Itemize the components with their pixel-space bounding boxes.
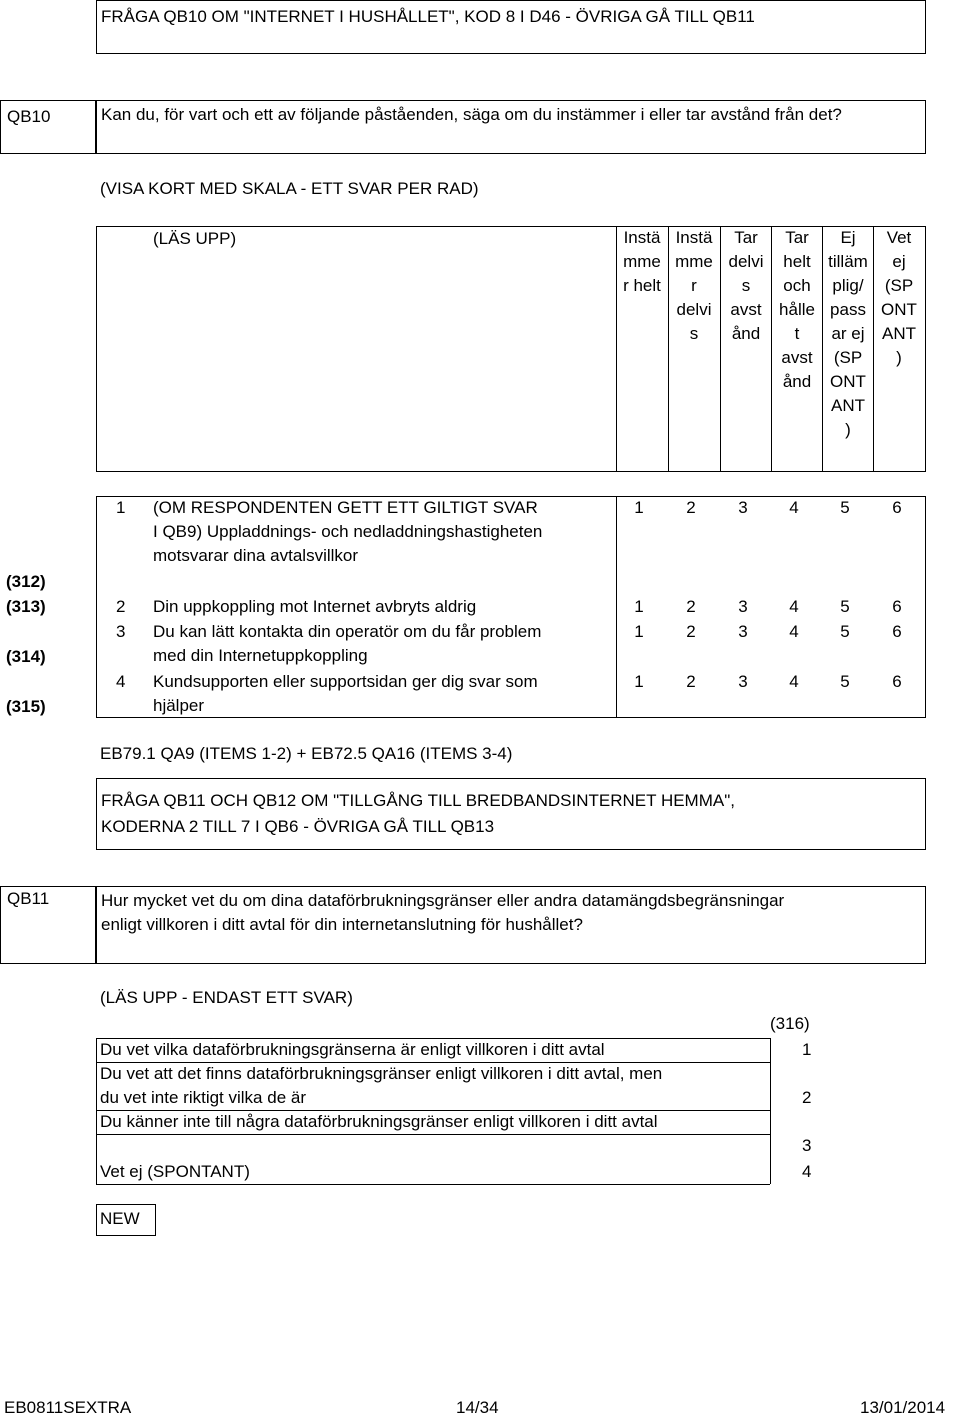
scale-column-header-line: Tar <box>785 228 809 247</box>
answer-option-code: 2 <box>802 1088 812 1107</box>
scale-column-header-line: tilläm <box>828 252 868 271</box>
scale-code: 5 <box>840 498 850 517</box>
scale-column-header-line: ONT <box>881 300 917 319</box>
scale-code: 6 <box>892 622 902 641</box>
scale-column-header-line: s <box>689 324 699 343</box>
question-text: Kan du, för vart och ett av följande påståenden, säga om du instämmer i eller tar avstånd från det? <box>101 105 842 124</box>
scale-column-header-line: hålle <box>779 300 815 319</box>
answer-list-border <box>96 1038 97 1184</box>
variable-code: (314) <box>6 647 46 666</box>
answer-option-code: 4 <box>802 1162 812 1181</box>
item-text: I QB9) Uppladdnings- och nedladdningshastigheten <box>153 522 543 541</box>
scale-column-header-line: helt <box>783 252 811 271</box>
show-card-instruction: (VISA KORT MED SKALA - ETT SVAR PER RAD) <box>100 179 479 198</box>
scale-column-header-line: (SP <box>833 348 863 367</box>
item-number: 1 <box>116 498 126 517</box>
variable-code: (312) <box>6 572 46 591</box>
question-id-box-qb11 <box>0 886 96 964</box>
scale-column-header-line: r <box>691 276 697 295</box>
answer-option-underline <box>96 1134 770 1135</box>
footer-document-id: EB0811SEXTRA <box>4 1398 132 1417</box>
scale-code: 3 <box>738 498 748 517</box>
item-number: 3 <box>116 622 126 641</box>
scale-column-header-line: och <box>783 276 811 295</box>
scale-code: 1 <box>634 672 644 691</box>
scale-column-header-1 <box>617 226 667 298</box>
answer-list-border <box>770 1038 771 1184</box>
read-instruction-qb11: (LÄS UPP - ENDAST ETT SVAR) <box>100 988 353 1007</box>
scale-column-header-line: Vet <box>886 228 912 247</box>
read-label: (LÄS UPP) <box>153 229 237 248</box>
question-text-box <box>96 100 926 154</box>
variable-code: (315) <box>6 697 46 716</box>
scale-column-header-line: mme <box>675 252 713 271</box>
question-text-qb11-line1: Hur mycket vet du om dina dataförbrukningsgränser eller andra datamängdsbegränsningar <box>101 891 785 910</box>
scale-column-header-line: r helt <box>623 276 661 295</box>
new-label-box <box>96 1204 156 1236</box>
scale-column-header-line: pass <box>830 300 866 319</box>
scale-column-header-line: ) <box>896 348 902 367</box>
scale-column-header-line: ar ej <box>831 324 865 343</box>
question-text-box-qb11 <box>96 886 926 964</box>
scale-code: 1 <box>634 597 644 616</box>
scale-column-header-line: Ej <box>840 228 856 247</box>
item-number: 4 <box>116 672 126 691</box>
scale-column-header-line: ANT <box>882 324 916 343</box>
question-id-box <box>0 100 96 154</box>
item-text: med din Internetuppkoppling <box>153 646 368 665</box>
answer-option-code: 3 <box>802 1136 812 1155</box>
variable-code-316: (316) <box>770 1014 810 1033</box>
scale-column-header-line: ANT <box>831 396 865 415</box>
scale-code: 2 <box>686 498 696 517</box>
scale-column-header-line: ej <box>892 252 906 271</box>
item-text: Du kan lätt kontakta din operatör om du får problem <box>153 622 542 641</box>
scale-column-header-3 <box>721 226 771 346</box>
answer-option-text: Vet ej (SPONTANT) <box>100 1162 250 1181</box>
scale-code: 4 <box>789 498 799 517</box>
item-text: Din uppkoppling mot Internet avbryts aldrig <box>153 597 477 616</box>
source-note: EB79.1 QA9 (ITEMS 1-2) + EB72.5 QA16 (ITEMS 3-4) <box>100 744 513 763</box>
scale-code: 1 <box>634 622 644 641</box>
scale-column-header-line: mme <box>623 252 661 271</box>
scale-code: 6 <box>892 597 902 616</box>
footer-page-number: 14/34 <box>456 1398 499 1417</box>
item-text: Kundsupporten eller supportsidan ger dig svar som <box>153 672 538 691</box>
filter-text: FRÅGA QB10 OM "INTERNET I HUSHÅLLET", KOD 8 I D46 - ÖVRIGA GÅ TILL QB11 <box>101 7 755 26</box>
scale-code: 4 <box>789 672 799 691</box>
item-text: hjälper <box>153 696 205 715</box>
question-id: QB10 <box>7 107 51 126</box>
scale-column-header-line: Instä <box>675 228 713 247</box>
filter-box-qb10 <box>96 0 926 54</box>
scale-code: 2 <box>686 672 696 691</box>
scale-column-header-line: delvi <box>728 252 764 271</box>
question-text-qb11-line2: enligt villkoren i ditt avtal för din internetanslutning för hushållet? <box>101 915 583 934</box>
filter-box-qb11 <box>96 778 926 850</box>
answer-option-text: du vet inte riktigt vilka de är <box>100 1088 306 1107</box>
scale-code: 2 <box>686 597 696 616</box>
filter-text-line2: KODERNA 2 TILL 7 I QB6 - ÖVRIGA GÅ TILL QB13 <box>101 817 495 836</box>
scale-code: 2 <box>686 622 696 641</box>
scale-column-header-line: Instä <box>623 228 661 247</box>
answer-option-text: Du vet att det finns dataförbrukningsgränser enligt villkoren i ditt avtal, men <box>100 1064 663 1083</box>
scale-column-header-line: s <box>741 276 751 295</box>
scale-column-header-4 <box>772 226 822 394</box>
scale-column-header-5 <box>823 226 873 442</box>
answer-option-code: 1 <box>802 1040 812 1059</box>
scale-code: 6 <box>892 672 902 691</box>
item-number: 2 <box>116 597 126 616</box>
scale-column-header-line: delvi <box>676 300 712 319</box>
scale-column-header-line: (SP <box>884 276 914 295</box>
scale-code: 3 <box>738 622 748 641</box>
scale-column-header-line: ) <box>845 420 851 439</box>
scale-code: 3 <box>738 597 748 616</box>
scale-column-header-line: Tar <box>734 228 758 247</box>
answer-option-underline <box>96 1184 770 1185</box>
scale-column-header-line: ånd <box>782 372 812 391</box>
scale-code: 4 <box>789 622 799 641</box>
scale-column-header-line: plig/ <box>832 276 864 295</box>
scale-code: 5 <box>840 622 850 641</box>
item-text: (OM RESPONDENTEN GETT ETT GILTIGT SVAR <box>153 498 538 517</box>
scale-column-header-line: ånd <box>731 324 761 343</box>
footer-date: 13/01/2014 <box>860 1398 946 1417</box>
scale-code: 5 <box>840 597 850 616</box>
variable-code: (313) <box>6 597 46 616</box>
scale-column-header-line: ONT <box>830 372 866 391</box>
scale-code: 6 <box>892 498 902 517</box>
answer-option-text: Du vet vilka dataförbrukningsgränserna är enligt villkoren i ditt avtal <box>100 1040 605 1059</box>
answer-list-border <box>96 1038 770 1039</box>
scale-column-header-2 <box>669 226 719 346</box>
question-id-qb11: QB11 <box>7 889 50 908</box>
scale-column-header-6 <box>874 226 924 370</box>
scale-code: 1 <box>634 498 644 517</box>
item-text: motsvarar dina avtalsvillkor <box>153 546 359 565</box>
filter-text-line1: FRÅGA QB11 OCH QB12 OM "TILLGÅNG TILL BREDBANDSINTERNET HEMMA", <box>101 791 735 810</box>
scale-column-header-line: t <box>794 324 800 343</box>
scale-column-header-line: avst <box>730 300 762 319</box>
answer-option-text: Du känner inte till några dataförbrukningsgränser enligt villkoren i ditt avtal <box>100 1112 658 1131</box>
scale-code: 3 <box>738 672 748 691</box>
new-label: NEW <box>100 1209 140 1228</box>
scale-code: 4 <box>789 597 799 616</box>
scale-code: 5 <box>840 672 850 691</box>
scale-column-header-line: avst <box>781 348 813 367</box>
